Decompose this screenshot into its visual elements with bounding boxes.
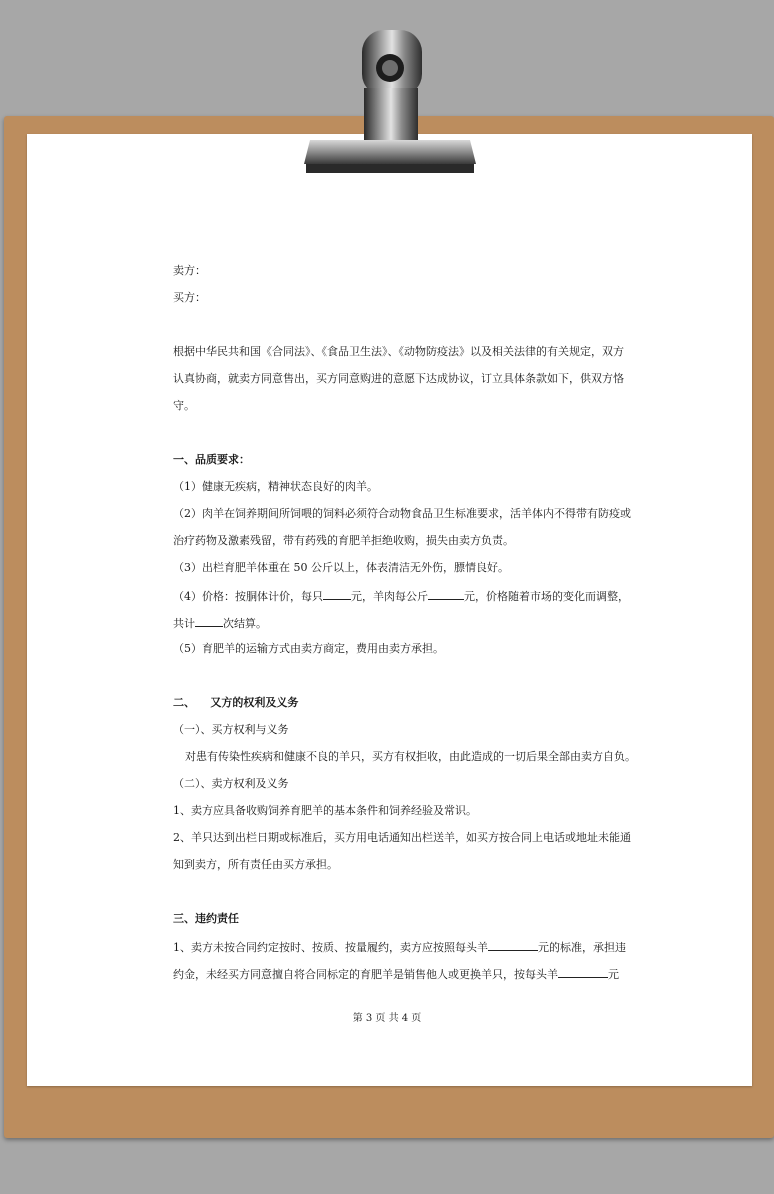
section-heading: 二、 又方的权利及义务 [173,696,299,709]
fill-blank [195,615,223,627]
price-text: 共计 [173,617,195,630]
intro-line: 根据中华民共和国《合同法》、《食品卫生法》、《动物防疫法》以及相关法律的有关规定，双方 [173,345,624,358]
clause-line: （3）出栏育肥羊体重在 50 公斤以上，体表清洁无外伤，膘情良好。 [173,561,509,574]
fill-blank [488,939,538,951]
fill-blank [323,588,351,600]
intro-line: 认真协商，就卖方同意售出，买方同意购进的意愿下达成协议，订立具体条款如下，供双方恪 [173,372,624,385]
intro-line: 守。 [173,399,195,412]
clause-line: （1）健康无疾病，精神状态良好的肉羊。 [173,480,378,493]
breach-text: 1、卖方未按合同约定按时、按质、按量履约，卖方应按照每头羊 [173,941,488,954]
price-text: 元，羊肉每公斤 [351,590,428,603]
subsection-heading: （一）、买方权利与义务 [173,723,289,736]
section-heading: 三、违约责任 [173,912,239,925]
subsection-heading: （二）、卖方权利及义务 [173,777,289,790]
fill-blank [428,588,464,600]
clause-line: 1、卖方应具备收购饲养育肥羊的基本条件和饲养经验及常识。 [173,804,477,817]
page-number: 第 3 页 共 4 页 [352,1013,422,1024]
clause-line: （5）育肥羊的运输方式由卖方商定，费用由卖方承担。 [173,642,444,655]
price-clause-line [173,588,629,604]
breach-text: 元的标准，承担违 [538,941,626,954]
section-heading: 一、品质要求： [173,453,250,466]
clause-line: 治疗药物及激素残留，带有药残的育肥羊拒绝收购，损失由卖方负责。 [173,534,514,547]
fill-blank [558,966,608,978]
clause-line: 对患有传染性疾病和健康不良的羊只，买方有权拒收，由此造成的一切后果全部由卖方自负。 [185,750,636,763]
clause-line: 知到卖方，所有责任由买方承担。 [173,858,338,871]
binder-clip-icon [300,26,480,178]
buyer-label: 买方： [173,291,206,304]
price-text: 元，价格随着市场的变化而调整， [464,590,629,603]
breach-text: 约金，未经买方同意擅自将合同标定的育肥羊是销售他人或更换羊只，按每头羊 [173,968,558,981]
seller-label: 卖方： [173,264,206,277]
breach-clause-line [173,966,619,982]
clause-line: （2）肉羊在饲养期间所饲喂的饲料必须符合动物食品卫生标准要求，活羊体内不得带有防疫或 [173,507,631,520]
price-clause-line [173,615,267,631]
breach-text: 元 [608,968,619,981]
price-text: 次结算。 [223,617,267,630]
breach-clause-line [173,939,626,955]
clause-line: 2、羊只达到出栏日期或标准后，买方用电话通知出栏送羊，如买方按合同上电话或地址未能通 [173,831,631,844]
price-text: （4）价格：按胴体计价，每只 [173,590,323,603]
